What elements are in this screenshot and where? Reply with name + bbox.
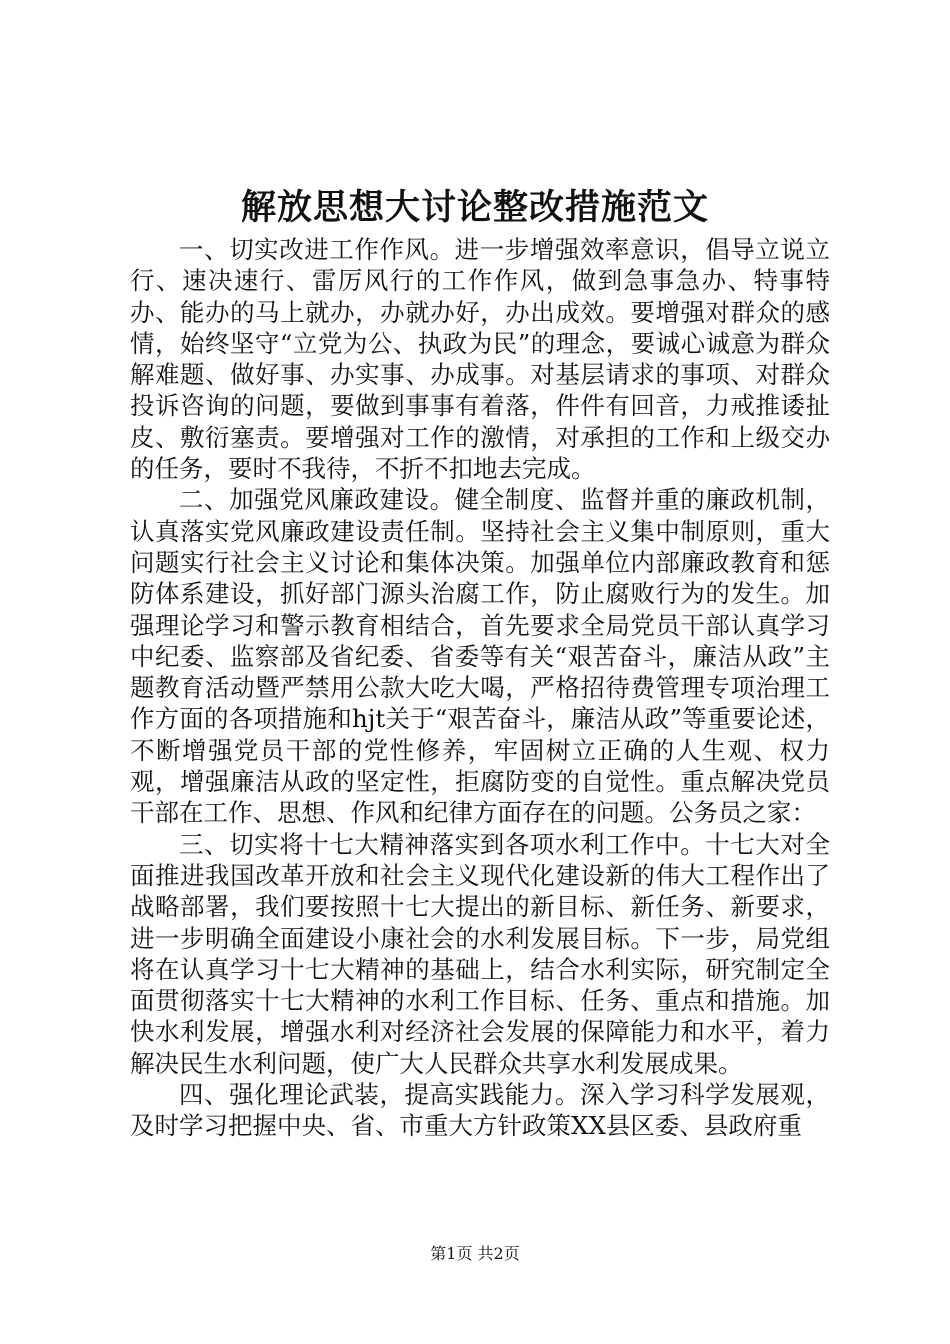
paragraph-2: 二、加强党风廉政建设。健全制度、监督并重的廉政机制，认真落实党风廉政建设责任制。坚持社会主义集中制原则，重大问题实行社会主义讨论和集体决策。加强单位内部廉政教育和惩防体系建设，抓好部门源头治腐工作，防止腐败行为的发生。加强理论学习和警示教育相结合，首先要求全局党员干部认真学习中纪委、监察部及省纪委、省委等有关“艰苦奋斗，廉洁从政”主题教育活动暨严禁用公款大吃大喝，严格招待费管理专项治理工作方面的各项措施和hjt关于“艰苦奋斗，廉洁从政”等重要论述，不断增强党员干部的党性修养，牢固树立正确的人生观、权力观，增强廉洁从政的坚定性，拒腐防变的自觉性。重点解决党员干部在工作、思想、作风和纪律方面存在的问题。公务员之家： <box>130 485 830 828</box>
page-number-footer: 第1页 共2页 <box>430 1244 520 1263</box>
document-body <box>130 234 830 1142</box>
document-title: 解放思想大讨论整改措施范文 <box>240 187 709 228</box>
paragraph-3: 三、切实将十七大精神落实到各项水利工作中。十七大对全面推进我国改革开放和社会主义现代化建设新的伟大工程作出了战略部署，我们要按照十七大提出的新目标、新任务、新要求，进一步明确全面建设小康社会的水利发展目标。下一步，局党组将在认真学习十七大精神的基础上，结合水利实际，研究制定全面贯彻落实十七大精神的水利工作目标、任务、重点和措施。加快水利发展，增强水利对经济社会发展的保障能力和水平，着力解决民生水利问题，使广大人民群众共享水利发展成果。 <box>130 829 830 1078</box>
paragraph-4: 四、强化理论武装，提高实践能力。深入学习科学发展观，及时学习把握中央、省、市重大方针政策XX县区委、县政府重 <box>130 1080 830 1141</box>
paragraph-1: 一、切实改进工作作风。进一步增强效率意识，倡导立说立行、速决速行、雷厉风行的工作作风，做到急事急办、特事特办、能办的马上就办，办就办好，办出成效。要增强对群众的感情，始终坚守“立党为公、执政为民”的理念，要诚心诚意为群众解难题、做好事、办实事、办成事。对基层请求的事项、对群众投诉咨询的问题，要做到事事有着落，件件有回音，力戒推诿扯皮、敷衍塞责。要增强对工作的激情，对承担的工作和上级交办的任务，要时不我待，不折不扣地去完成。 <box>130 235 830 484</box>
